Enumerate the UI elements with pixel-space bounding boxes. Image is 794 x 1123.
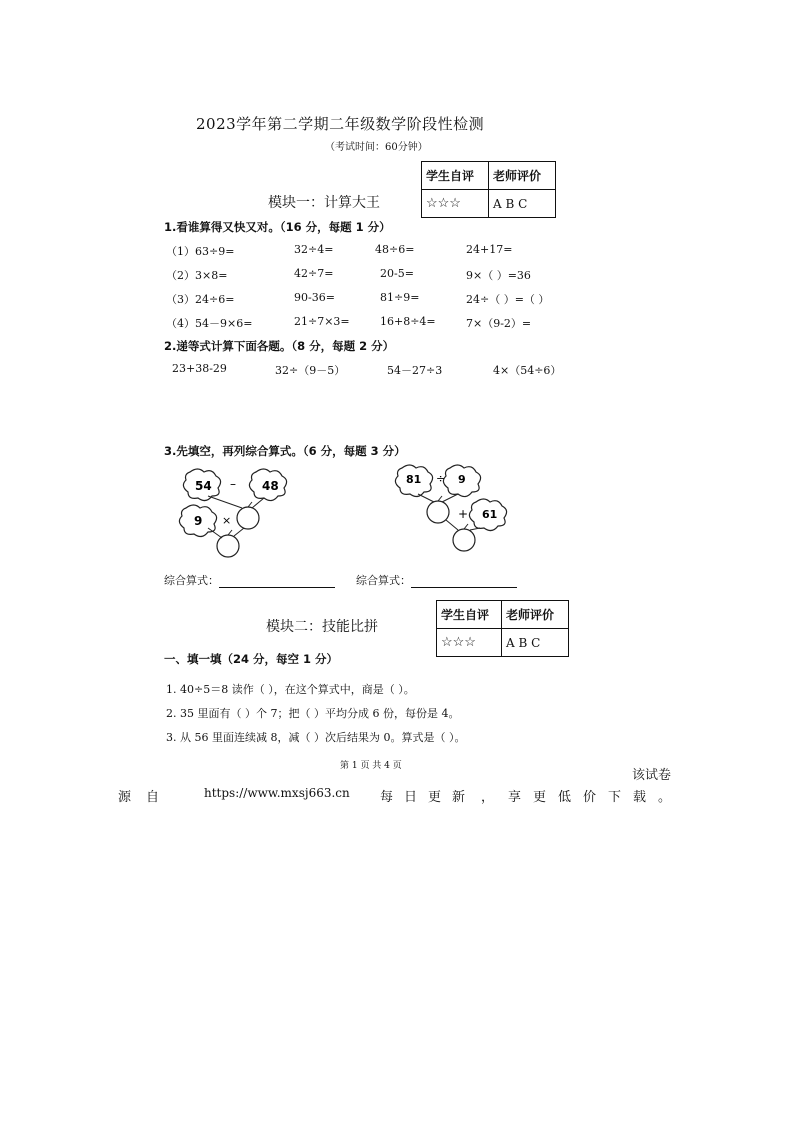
- fill-in-item: 1. 40÷5＝8 读作（ ），在这个算式中，商是（ ）。: [166, 683, 415, 696]
- q1-cell: （4）54－9×6=: [166, 317, 253, 330]
- q2-item: 4×（54÷6）: [493, 364, 562, 377]
- teacher-eval-grades: A B C: [502, 629, 569, 657]
- operator-symbol: ×: [222, 514, 232, 527]
- source-char: 源: [118, 790, 132, 805]
- operator-symbol: +: [458, 507, 469, 521]
- apple-icon: [453, 529, 475, 551]
- apple-icon: [427, 501, 449, 523]
- self-eval-stars: ☆☆☆: [422, 190, 489, 218]
- q3-diagram-right: [394, 462, 514, 557]
- source-char: 价: [583, 790, 597, 805]
- teacher-eval-label: 老师评价: [502, 601, 569, 629]
- q1-cell: 42÷7=: [294, 267, 334, 280]
- self-eval-label: 学生自评: [437, 601, 502, 629]
- source-char: 载: [633, 790, 647, 805]
- source-char: 更: [428, 790, 442, 805]
- leaf-number: 9: [194, 514, 203, 528]
- source-char: 下: [608, 790, 622, 805]
- answer-blank-left[interactable]: [219, 577, 335, 588]
- self-eval-stars: ☆☆☆: [437, 629, 502, 657]
- source-char: 低: [558, 790, 572, 805]
- exam-duration: （考试时间：60分钟）: [325, 142, 428, 153]
- q1-cell: （1）63÷9=: [166, 245, 235, 258]
- answer-label: 综合算式：: [164, 574, 219, 587]
- q1-cell: 20-5=: [380, 267, 414, 280]
- fill-in-heading: 一、填一填（24 分，每空 1 分）: [164, 652, 339, 666]
- evaluation-table-module1: [421, 161, 556, 218]
- teacher-eval-grades: A B C: [489, 190, 556, 218]
- leaf-number: 9: [458, 473, 466, 486]
- source-char: 每: [380, 790, 394, 805]
- source-char: 更: [533, 790, 547, 805]
- q3-heading: 3.先填空，再列综合算式。（6 分，每题 3 分）: [164, 444, 406, 458]
- fill-in-item: 3. 从 56 里面连续减 8，减（ ）次后结果为 0。算式是（ ）。: [166, 731, 466, 744]
- self-eval-label: 学生自评: [422, 162, 489, 190]
- source-char: 享: [508, 790, 522, 805]
- apple-icon: [237, 507, 259, 529]
- source-note-line1: 该试卷: [632, 768, 672, 783]
- q2-item: 23+38-29: [172, 362, 227, 375]
- q1-cell: 24+17=: [466, 243, 513, 256]
- q1-cell: 32÷4=: [294, 243, 334, 256]
- page-number: 第 1 页 共 4 页: [340, 761, 402, 771]
- fill-in-item: 2. 35 里面有（ ）个 7；把（ ）平均分成 6 份，每份是 4。: [166, 707, 460, 720]
- answer-blank-right[interactable]: [411, 577, 517, 588]
- q1-cell: 81÷9=: [380, 291, 420, 304]
- source-url-link[interactable]: https://www.mxsj663.cn: [204, 786, 350, 800]
- module2-title: 模块二：技能比拼: [266, 619, 378, 635]
- evaluation-table-module2: [436, 600, 569, 657]
- q2-heading: 2.递等式计算下面各题。（8 分，每题 2 分）: [164, 339, 395, 353]
- q1-cell: （3）24÷6=: [166, 293, 235, 306]
- module1-title: 模块一：计算大王: [268, 195, 380, 211]
- source-char: 新: [452, 790, 466, 805]
- q1-cell: （2）3×8=: [166, 269, 228, 282]
- operator-symbol: ÷: [436, 472, 446, 485]
- page-title: 2023学年第二学期二年级数学阶段性检测: [196, 115, 485, 133]
- operator-symbol: –: [230, 477, 236, 491]
- source-char: 自: [146, 790, 160, 805]
- q3-answer-right: [356, 572, 517, 588]
- teacher-eval-label: 老师评价: [489, 162, 556, 190]
- q2-item: 54－27÷3: [387, 364, 443, 377]
- source-char: ，: [481, 790, 495, 805]
- q1-cell: 48÷6=: [375, 243, 415, 256]
- leaf-number: 61: [482, 508, 498, 521]
- q1-cell: 16+8÷4=: [380, 315, 436, 328]
- q2-item: 32÷（9－5）: [275, 364, 346, 377]
- q3-diagram-left: [178, 466, 298, 561]
- q1-heading: 1.看谁算得又快又对。（16 分，每题 1 分）: [164, 220, 391, 234]
- q1-cell: 24÷（ ）=（ ）: [466, 293, 550, 306]
- q3-answer-left: [164, 572, 335, 588]
- leaf-number: 48: [262, 479, 279, 493]
- q1-cell: 7×（9-2）=: [466, 317, 532, 330]
- answer-label: 综合算式：: [356, 574, 411, 587]
- q1-cell: 9×（ ）=36: [466, 269, 531, 282]
- q1-cell: 90-36=: [294, 291, 335, 304]
- q1-cell: 21÷7×3=: [294, 315, 350, 328]
- source-char: 。: [658, 790, 672, 805]
- leaf-number: 81: [406, 473, 422, 486]
- leaf-number: 54: [195, 479, 212, 493]
- source-char: 日: [404, 790, 418, 805]
- apple-icon: [217, 535, 239, 557]
